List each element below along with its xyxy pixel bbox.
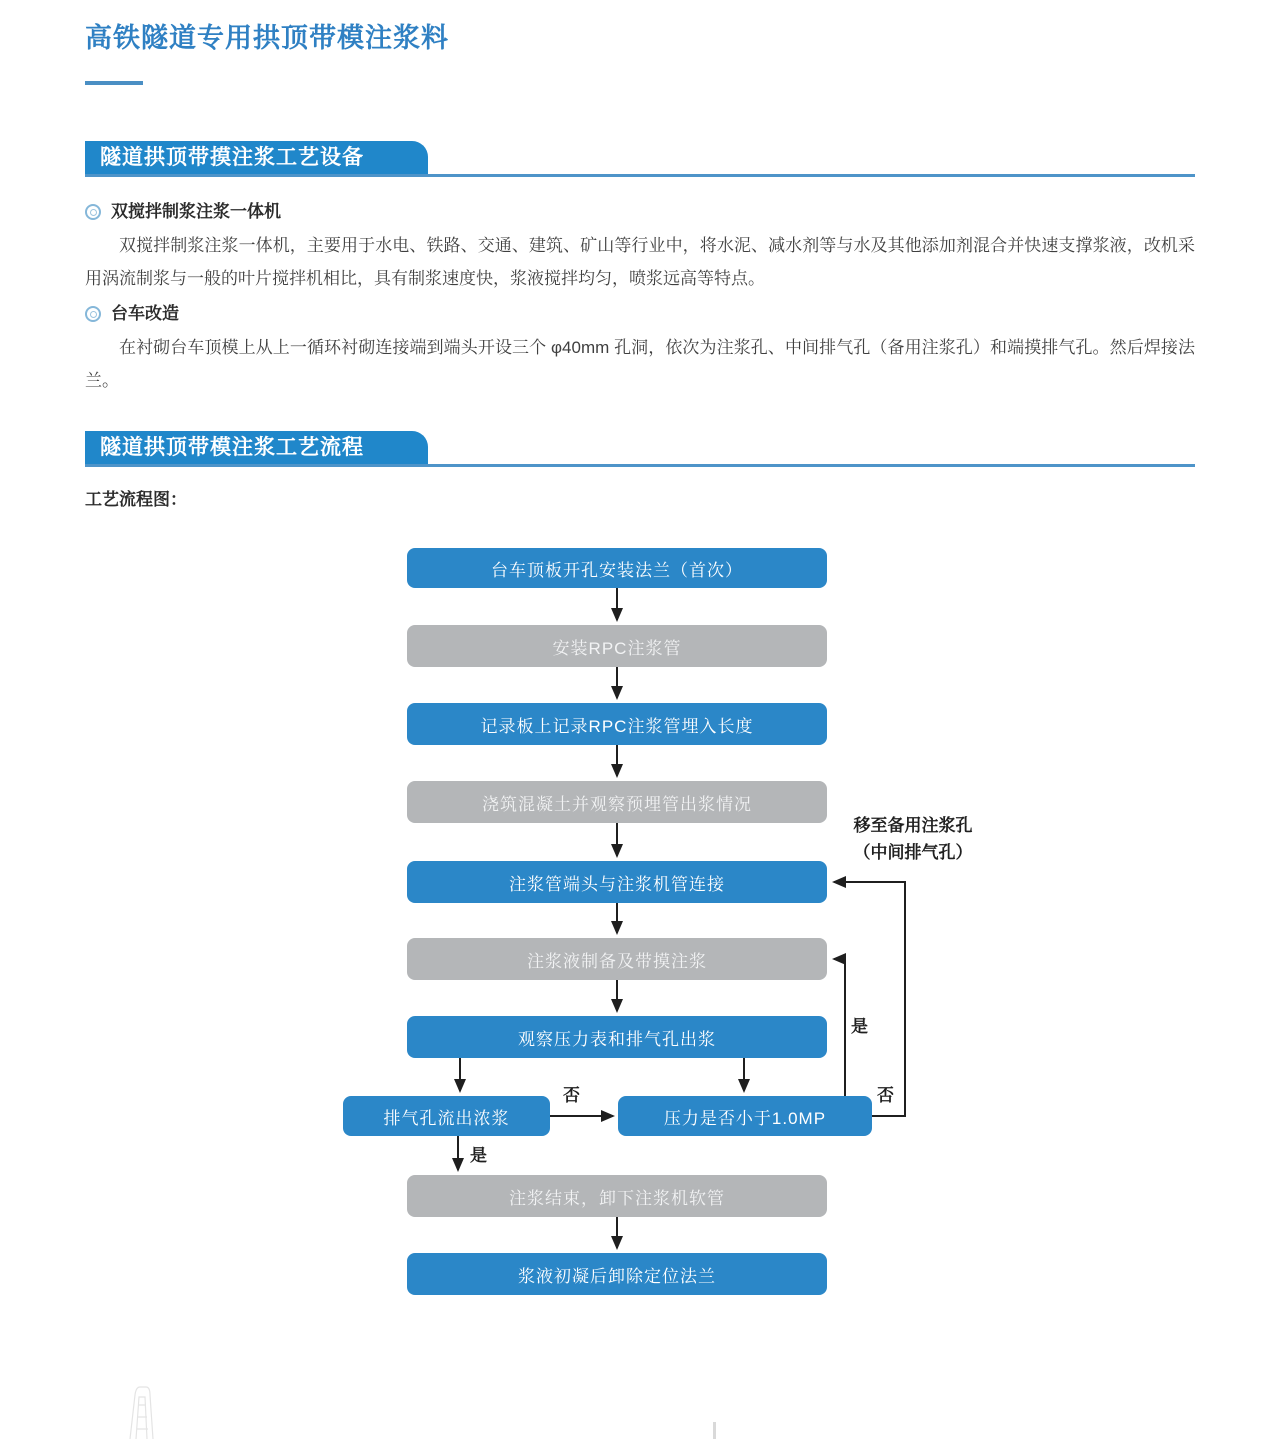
annotation-line2: （中间排气孔） (853, 843, 973, 862)
edge-label-no-thick-grout: 否 (563, 1086, 580, 1105)
page-title: 高铁隧道专用拱顶带模注浆料 (85, 23, 449, 53)
step-remove-positioning-flange: 浆液初凝后卸除定位法兰 (407, 1253, 827, 1295)
content-column (0, 0, 1280, 510)
annotation-line1: 移至备用注浆孔 (853, 816, 973, 835)
paragraph-trolley-retrofit: 在衬砌台车顶模上从上一循环衬砌连接端到端头开设三个 φ40mm 孔洞，依次为注浆孔、中间排气孔（备用注浆孔）和端摸排气孔。然后焊接法兰。 (85, 338, 1195, 390)
process-flowchart (0, 540, 1280, 1330)
diagram-label: 工艺流程图： (85, 490, 187, 509)
building-watermark-icon (112, 1383, 192, 1439)
bullet-mixer-machine (85, 199, 1195, 225)
step-observe-pressure-gauge: 观察压力表和排气孔出浆 (407, 1016, 827, 1058)
section-process-header (85, 431, 1195, 467)
edge-label-yes-pressure-low: 是 (851, 1017, 868, 1036)
edge-label-no-pressure-low: 否 (877, 1086, 894, 1105)
step-install-rpc-pipe: 安装RPC注浆管 (407, 625, 827, 667)
bullet-trolley-retrofit-label: 台车改造 (111, 304, 179, 323)
ring-bullet-inner-icon (90, 311, 97, 318)
bullet-trolley-retrofit (85, 301, 1195, 327)
section-process-banner: 隧道拱顶带模注浆工艺流程 (85, 431, 428, 464)
section-equipment-banner: 隧道拱顶带摸注浆工艺设备 (85, 141, 428, 174)
title-underline (85, 81, 143, 85)
ring-bullet-icon (85, 204, 101, 220)
section-equipment-header (85, 141, 1195, 177)
page-bottom-mark (713, 1422, 716, 1439)
annotation-backup-grouting-hole (833, 812, 993, 866)
step-pressure-check: 压力是否小于1.0MP (618, 1096, 872, 1136)
step-grouting-end-remove-hose: 注浆结束，卸下注浆机软管 (407, 1175, 827, 1217)
step-thick-grout-from-vent: 排气孔流出浓浆 (343, 1096, 550, 1136)
step-prepare-grout-and-inject: 注浆液制备及带摸注浆 (407, 938, 827, 980)
bullet-mixer-machine-label: 双搅拌制浆注浆一体机 (111, 202, 281, 221)
ring-bullet-icon (85, 306, 101, 322)
step-open-hole-install-flange: 台车顶板开孔安装法兰（首次） (407, 548, 827, 588)
paragraph-mixer-machine: 双搅拌制浆注浆一体机，主要用于水电、铁路、交通、建筑、矿山等行业中，将水泥、减水剂等与水及其他添加剂混合并快速支撑浆液，改机采用涡流制浆与一般的叶片搅拌机相比，具有制浆速度快，浆液搅拌均匀，喷浆远高等特点。 (85, 236, 1195, 288)
step-connect-grouting-machine: 注浆管端头与注浆机管连接 (407, 861, 827, 903)
step-record-pipe-length: 记录板上记录RPC注浆管埋入长度 (407, 703, 827, 745)
edge-label-yes-thick-grout: 是 (470, 1146, 487, 1165)
ring-bullet-inner-icon (90, 209, 97, 216)
step-pour-concrete-observe: 浇筑混凝土并观察预埋管出浆情况 (407, 781, 827, 823)
